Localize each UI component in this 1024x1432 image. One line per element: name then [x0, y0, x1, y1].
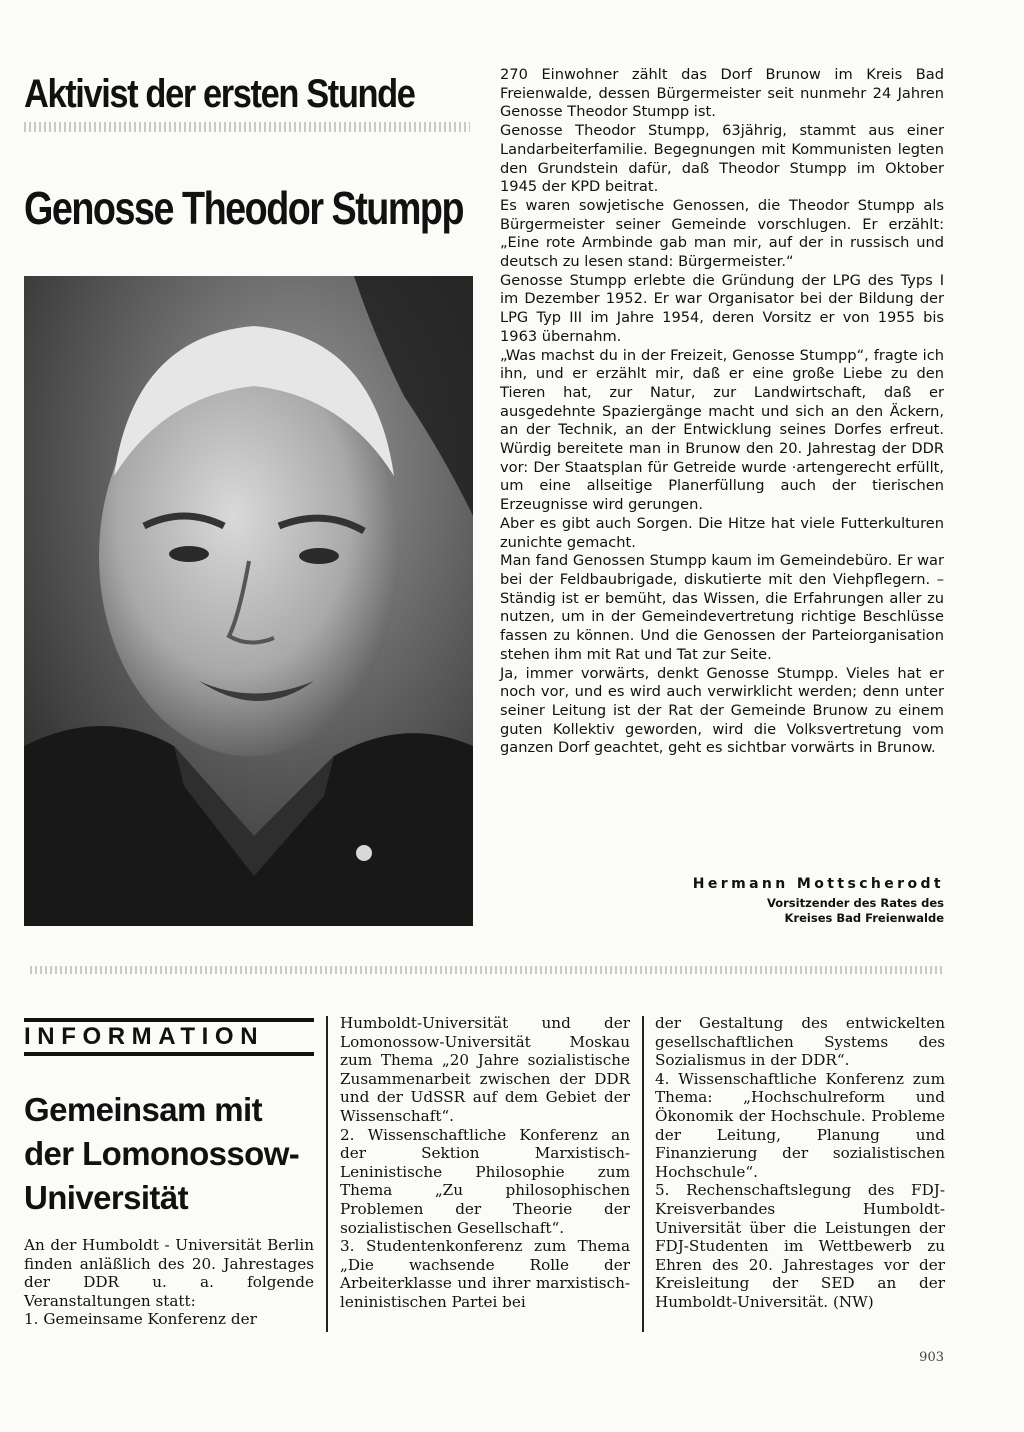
info-headline-line-1: Gemeinsam mit — [24, 1091, 262, 1128]
info-paragraph: 5. Rechenschaftslegung des FDJ-Kreisverbandes Humboldt-Universität über die Leistungen der FDJ-Studenten im Wettbewerb zu Ehren des 20. Jahrestages vor der Kreisleitung der SED an der Humboldt-Universität. (NW) — [655, 1181, 945, 1311]
author-name: Hermann Mottscherodt — [692, 876, 944, 892]
article-paragraph: Aber es gibt auch Sorgen. Die Hitze hat viele Futterkulturen zunichte gemacht. — [500, 514, 944, 551]
information-label: INFORMATION — [24, 1023, 265, 1050]
info-headline-line-2: der Lomonossow- — [24, 1135, 300, 1172]
article-paragraph: Man fand Genossen Stumpp kaum im Gemeindebüro. Er war bei der Feldbaubrigade, diskutierte mit den Viehpflegern. – Ständig ist er bemüht, das Wissen, die Erfahrungen aller zu nutzen, um in der Gemeindevertretung richtige Beschlüsse fassen zu können. Und die Genossen der Parteiorganisation stehen ihm mit Rat und Tat zur Seite. — [500, 552, 944, 663]
author-role-line-2: Kreises Bad Freienwalde — [784, 911, 944, 925]
portrait-illustration — [24, 276, 473, 926]
kicker-headline: Aktivist der ersten Stunde — [24, 72, 415, 116]
article-paragraph: Ja, immer vorwärts, denkt Genosse Stumpp. Vieles hat er noch vor, und es wird auch verwirklicht werden; denn unter seiner Leitung ist der Rat der Gemeinde Brunow zu einem guten Kollektiv geworden, wird die Volksvertretung vom ganzen Dorf geachtet, geht es sichtbar vorwärts in Brunow. — [500, 664, 944, 757]
profile-article — [500, 66, 944, 758]
info-paragraph: 3. Studentenkonferenz zum Thema „Die wachsende Rolle der Arbeiterklasse und ihrer marxistisch-leninistischen Partei bei — [340, 1237, 630, 1311]
article-paragraph: „Was machst du in der Freizeit, Genosse Stumpp“, fragte ich ihn, und er erzählt mir, daß er eine große Liebe zu den Tieren hat, zur Natur, zur Landwirtschaft, daß er ausgedehnte Spaziergänge macht und sich an den Äckern, an der Technik, an der Entwicklung seines Dorfes erfreut. Würdig bereitete man in Brunow den 20. Jahrestag der DDR vor: Der Staatsplan für Getreide wurde ·artengerecht erfüllt, um eine allseitige Planerfüllung auch der tierischen Erzeugnisse wird gerungen. — [500, 346, 944, 514]
article-paragraph: Es waren sowjetische Genossen, die Theodor Stumpp als Bürgermeister seiner Gemeinde vorschlugen. Er erzählt: „Eine rote Armbinde gab man mir, auf der in russisch und deutsch zu lesen stand: Bürgermeister.“ — [500, 196, 944, 271]
info-paragraph: Humboldt-Universität und der Lomonossow-Universität Moskau zum Thema „20 Jahre sozialistische Zusammenarbeit zwischen der DDR und der UdSSR auf dem Gebiet der Wissenschaft“. — [340, 1014, 630, 1125]
info-headline — [24, 1088, 324, 1220]
main-headline: Genosse Theodor Stumpp — [24, 182, 464, 234]
info-column-2 — [340, 1014, 630, 1312]
article-paragraph: Genosse Theodor Stumpp, 63jährig, stammt aus einer Landarbeiterfamilie. Begegnungen mit Kommunisten legten den Grundstein dafür, daß Theodor Stumpp im Oktober 1945 der KPD beitrat. — [500, 122, 944, 196]
info-paragraph: An der Humboldt - Universität Berlin finden anläßlich des 20. Jahrestages der DDR u. a. folgende Veranstaltungen statt: — [24, 1236, 314, 1310]
page-number: 903 — [919, 1350, 944, 1365]
info-paragraph: 1. Gemeinsame Konferenz der — [24, 1310, 257, 1329]
section-divider — [30, 966, 944, 974]
info-headline-line-3: Universität — [24, 1179, 188, 1216]
headline-rule — [24, 122, 470, 132]
info-paragraph: der Gestaltung des entwickelten gesellschaftlichen Systems des Sozialismus in der DDR“. — [655, 1014, 945, 1070]
article-paragraph: 270 Einwohner zählt das Dorf Brunow im Kreis Bad Freienwalde, dessen Bürgermeister seit nunmehr 24 Jahren Genosse Theodor Stumpp ist. — [500, 66, 944, 121]
info-column-3 — [655, 1014, 945, 1312]
information-label-box — [24, 1018, 314, 1056]
author-role-line-1: Vorsitzender des Rates des — [766, 896, 944, 910]
portrait-photo — [24, 276, 473, 926]
info-paragraph: 2. Wissenschaftliche Konferenz an der Sektion Marxistisch-Leninistische Philosophie zum Thema „Zu philosophischen Problemen der Theorie der sozialistischen Gesellschaft“. — [340, 1125, 630, 1237]
column-rule — [642, 1016, 644, 1332]
info-paragraph: 4. Wissenschaftliche Konferenz zum Thema: „Hochschulreform und Ökonomik der Hochschule. Probleme der Leitung, Planung und Finanzierung der sozialistischen Hochschule“. — [655, 1069, 945, 1181]
author-signature — [600, 876, 944, 926]
column-rule — [326, 1016, 328, 1332]
info-column-1 — [24, 1236, 314, 1329]
article-paragraph: Genosse Stumpp erlebte die Gründung der LPG des Typs I im Dezember 1952. Er war Organisator bei der Bildung der LPG Typ III im Jahre 1954, deren Vorsitz er von 1955 bis 1963 übernahm. — [500, 271, 944, 345]
